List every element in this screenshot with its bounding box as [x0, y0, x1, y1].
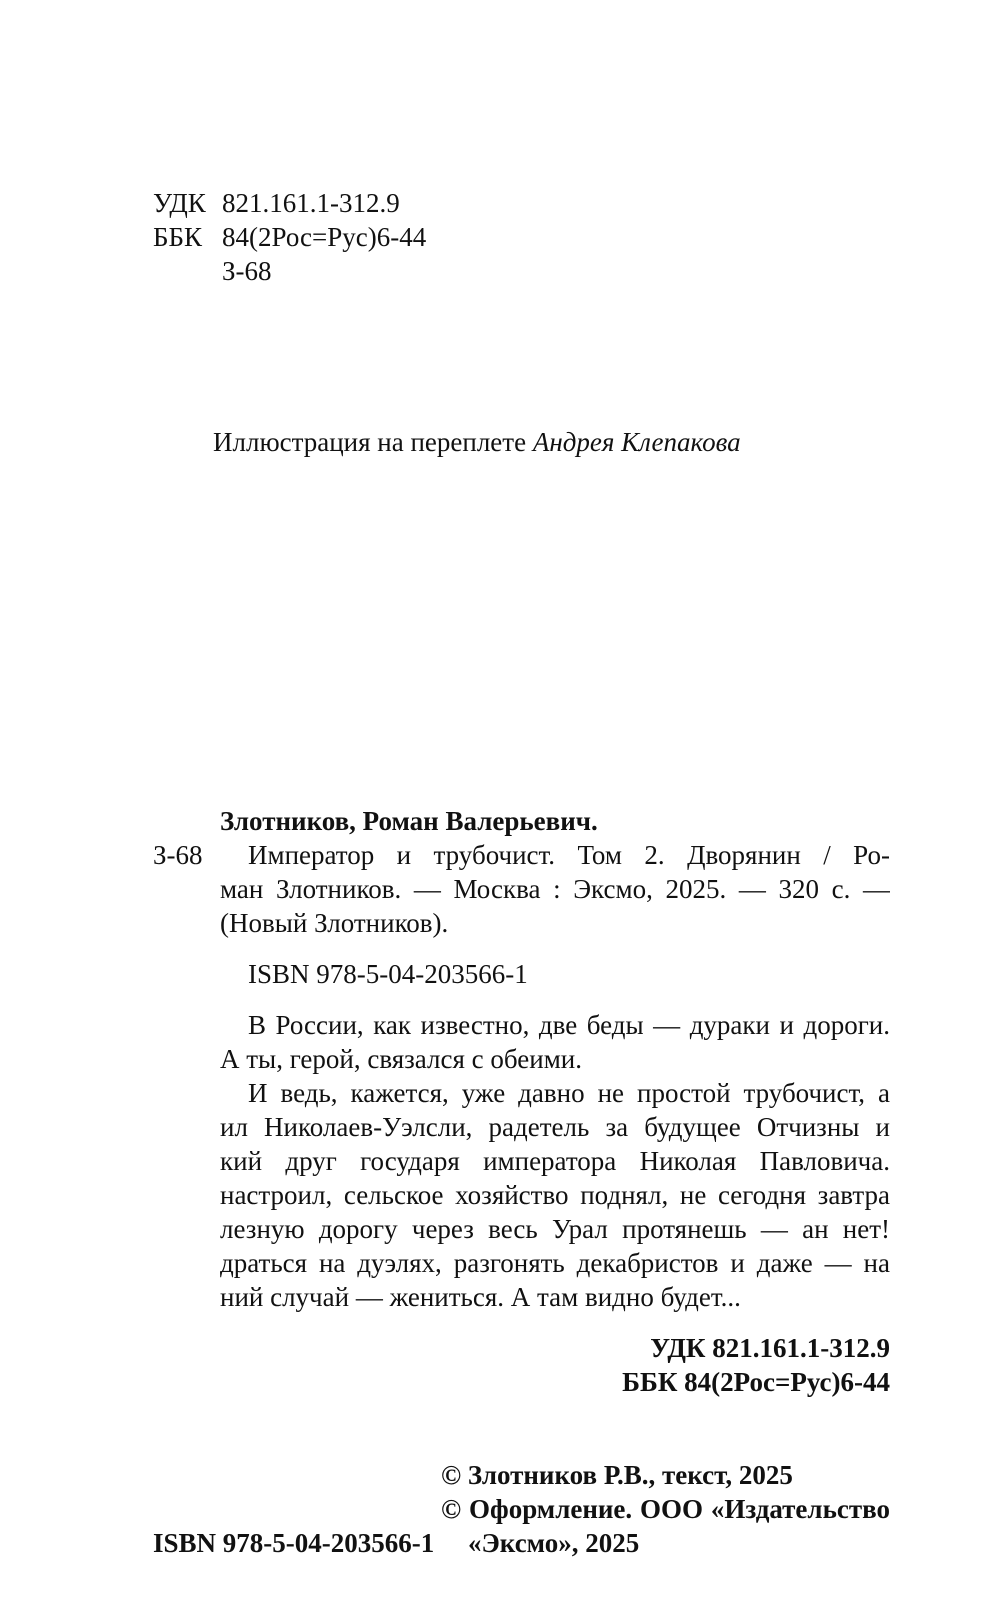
- entry-line-2: ман Злотников. — Москва : Эксмо, 2025. — 320 с. —: [220, 874, 890, 904]
- author-heading: Злотников, Роман Валерьевич.: [220, 806, 598, 836]
- annotation-line-8: драться на дуэлях, разгонять декабристов и даже — на: [220, 1248, 890, 1278]
- bbk-bottom: ББК 84(2Рос=Рус)6-44: [622, 1367, 890, 1397]
- copyright-design-line-2: «Эксмо», 2025: [468, 1528, 640, 1558]
- udk-value: 821.161.1-312.9: [222, 188, 400, 218]
- author-mark-top: З-68: [222, 256, 272, 286]
- illustration-credit: [213, 425, 741, 459]
- bbk-value: 84(2Рос=Рус)6-44: [222, 222, 427, 252]
- bbk-label: ББК: [153, 222, 203, 252]
- entry-line-1: Император и трубочист. Том 2. Дворянин / Ро-: [248, 840, 890, 870]
- illustration-artist: Андрея Клепакова: [532, 427, 741, 457]
- annotation-line-7: лезную дорогу через весь Урал протянешь — ан нет!: [220, 1214, 890, 1244]
- copyright-text: © Злотников Р.В., текст, 2025: [441, 1460, 793, 1490]
- annotation-line-1: В России, как известно, две беды — дураки и дороги.: [248, 1010, 890, 1040]
- udk-bottom: УДК 821.161.1-312.9: [650, 1333, 890, 1363]
- illustration-prefix: Иллюстрация на переплете: [213, 427, 533, 457]
- annotation-line-6: настроил, сельское хозяйство поднял, не сегодня завтра: [220, 1180, 890, 1210]
- annotation-line-3: И ведь, кажется, уже давно не простой трубочист, а: [248, 1078, 890, 1108]
- annotation-line-9: ний случай — жениться. А там видно будет...: [220, 1282, 741, 1312]
- entry-line-3: (Новый Злотников).: [220, 908, 449, 938]
- isbn-entry: ISBN 978-5-04-203566-1: [248, 959, 528, 989]
- copyright-design-line-1: © Оформление. ООО «Издательство: [441, 1494, 890, 1524]
- annotation-line-5: кий друг государя императора Николая Павловича.: [220, 1146, 890, 1176]
- udk-label: УДК: [153, 188, 206, 218]
- author-mark-entry: З-68: [153, 840, 203, 870]
- annotation-line-4: ил Николаев-Уэлсли, радетель за будущее Отчизны и: [220, 1112, 890, 1142]
- annotation-line-2: А ты, герой, связался с обеими.: [220, 1044, 582, 1074]
- isbn-footer: ISBN 978-5-04-203566-1: [153, 1528, 435, 1558]
